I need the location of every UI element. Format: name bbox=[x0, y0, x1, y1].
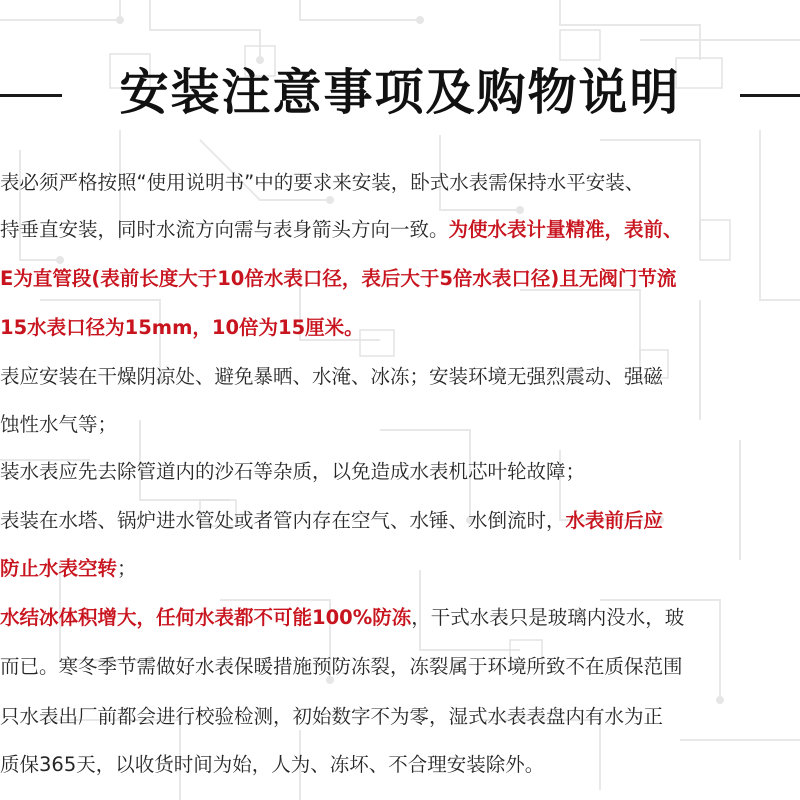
body-text: 持垂直安装，同时水流方向需与表身箭头方向一致。 bbox=[0, 218, 449, 241]
notice-line bbox=[0, 603, 800, 633]
body-text: 表装在水塔、锅炉进水管处或者管内存在空气、水锤、水倒流时， bbox=[0, 509, 566, 532]
body-text: 质保365天，以收货时间为始，人为、冻坏、不合理安装除外。 bbox=[0, 753, 545, 776]
highlight-text: 水表前后应 bbox=[565, 509, 664, 532]
body-text: ； bbox=[117, 557, 137, 580]
body-text: 表应安装在干燥阴凉处、避免暴晒、水淹、冰冻；安装环境无强烈震动、强磁 bbox=[0, 365, 664, 388]
body-text: 装水表应先去除管道内的沙石等杂质，以免造成水表机芯叶轮故障； bbox=[0, 460, 586, 483]
notice-line bbox=[0, 652, 800, 682]
notice-line bbox=[0, 410, 800, 440]
notice-line bbox=[0, 702, 800, 732]
highlight-text: 15水表口径为15mm，10倍为15厘米。 bbox=[0, 316, 364, 339]
notice-line bbox=[0, 215, 800, 245]
body-text: 蚀性水气等； bbox=[0, 413, 118, 436]
body-text: 只水表出厂前都会进行校验检测，初始数字不为零，湿式水表表盘内有水为正 bbox=[0, 705, 664, 728]
highlight-text: 为使水表计量精准，表前、 bbox=[448, 218, 683, 241]
notice-line bbox=[0, 554, 800, 584]
body-text: 表必须严格按照“使用说明书”中的要求来安装，卧式水表需保持水平安装、 bbox=[0, 171, 645, 194]
body-text: 而已。寒冬季节需做好水表保暖措施预防冻裂，冻裂属于环境所致不在质保范围 bbox=[0, 655, 683, 678]
notice-line bbox=[0, 362, 800, 392]
notice-line bbox=[0, 313, 800, 343]
notice-line bbox=[0, 264, 800, 294]
notice-line bbox=[0, 457, 800, 487]
notice-line bbox=[0, 506, 800, 536]
page-title: 安装注意事项及购物说明 bbox=[119, 64, 681, 121]
notice-line bbox=[0, 750, 800, 780]
notice-line bbox=[0, 168, 800, 198]
highlight-text: E为直管段(表前长度大于10倍水表口径，表后大于5倍水表口径)且无阀门节流 bbox=[0, 267, 677, 290]
highlight-text: 水结冰体积增大，任何水表都不可能100%防冻 bbox=[0, 606, 412, 629]
highlight-text: 防止水表空转 bbox=[0, 557, 118, 580]
body-text: ，干式水表只是玻璃内没水，玻 bbox=[411, 606, 685, 629]
